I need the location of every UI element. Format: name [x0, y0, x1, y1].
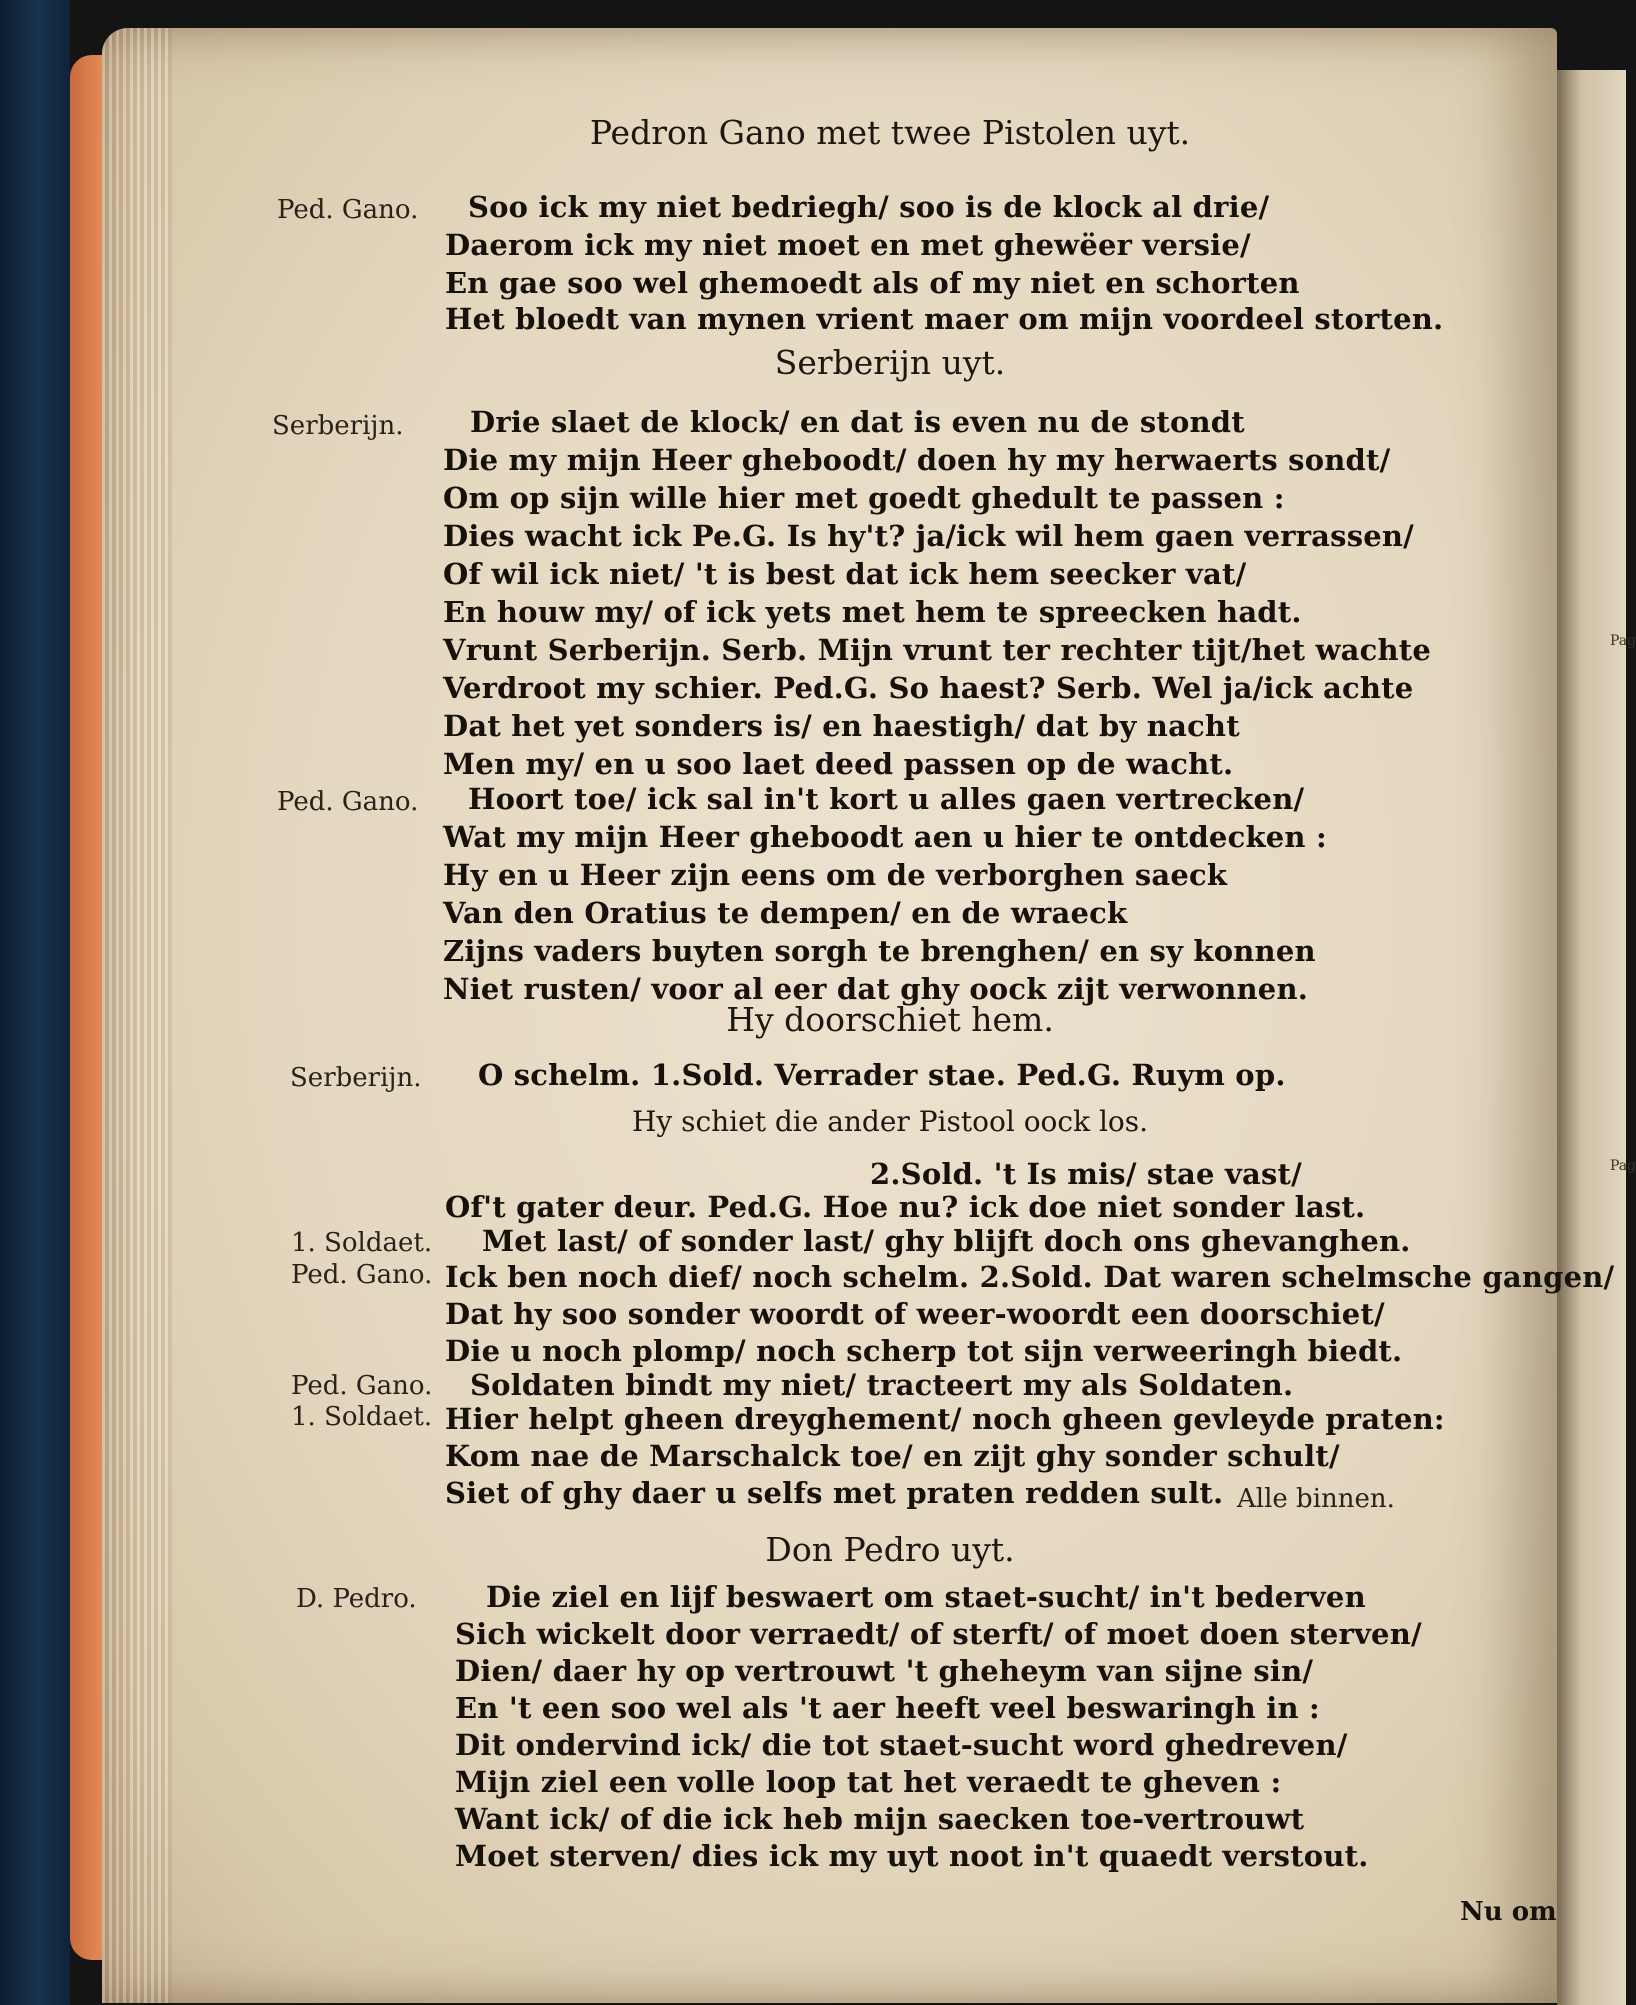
- speaker-label: Ped. Gano.: [277, 787, 419, 817]
- scene-heading: Serberijn uyt.: [774, 343, 1006, 382]
- verse-line: Mijn ziel een volle loop tat het veraedt te gheven :: [455, 1765, 1282, 1799]
- verse-line: Soldaten bindt my niet/ tracteert my als Soldaten.: [470, 1368, 1294, 1402]
- book-cover-spine: [0, 0, 70, 2005]
- speaker-label: Serberijn.: [290, 1063, 422, 1093]
- speaker-label: Ped. Gano.: [291, 1371, 433, 1401]
- speaker-label: Ped. Gano.: [277, 195, 419, 225]
- verse-line: En gae soo wel ghemoedt als of my niet en schorten: [445, 266, 1300, 300]
- verse-line: Dat hy soo sonder woordt of weer-woordt een doorschiet/: [445, 1297, 1385, 1331]
- verse-line: Dies wacht ick Pe.G. Is hy't? ja/ick wil hem gaen verrassen/: [443, 519, 1414, 553]
- verse-line: Verdroot my schier. Ped.G. So haest? Serb. Wel ja/ick achte: [443, 671, 1414, 705]
- verse-line: Zijns vaders buyten sorgh te brenghen/ en sy konnen: [443, 934, 1316, 968]
- verse-line: Het bloedt van mynen vrient maer om mijn voordeel storten.: [445, 302, 1444, 336]
- speaker-label: Serberijn.: [272, 411, 404, 441]
- speaker-label: Ped. Gano.: [291, 1260, 433, 1290]
- verse-line: Dit ondervind ick/ die tot staet-sucht word ghedreven/: [455, 1728, 1348, 1762]
- verse-line: En 't een soo wel als 't aer heeft veel beswaringh in :: [455, 1691, 1320, 1725]
- verse-line: Vrunt Serberijn. Serb. Mijn vrunt ter rechter tijt/het wachte: [443, 633, 1432, 667]
- stage-direction: Hy schiet die ander Pistool oock los.: [631, 1105, 1149, 1138]
- stage-direction-exit: Alle binnen.: [1237, 1484, 1395, 1514]
- verse-line: Moet sterven/ dies ick my uyt noot in't quaedt verstout.: [455, 1839, 1369, 1873]
- verse-line: Die u noch plomp/ noch scherp tot sijn verweeringh biedt.: [445, 1334, 1403, 1368]
- scene-heading: Pedron Gano met twee Pistolen uyt.: [589, 113, 1191, 152]
- verse-line: O schelm. 1.Sold. Verrader stae. Ped.G. Ruym op.: [478, 1058, 1286, 1092]
- verse-line: Soo ick my niet bedriegh/ soo is de klock al drie/: [468, 190, 1270, 224]
- verse-line: Hier helpt gheen dreyghement/ noch gheen gevleyde praten:: [445, 1402, 1445, 1436]
- verse-line: Ick ben noch dief/ noch schelm. 2.Sold. Dat waren schelmsche gangen/: [445, 1260, 1615, 1294]
- catchword: Nu om: [1460, 1897, 1557, 1927]
- verse-line: Of't gater deur. Ped.G. Hoe nu? ick doe niet sonder last.: [445, 1190, 1366, 1224]
- verse-line: Daerom ick my niet moet en met ghewëer versie/: [445, 228, 1251, 262]
- stage-direction: Hy doorschiet hem.: [726, 1000, 1054, 1039]
- verse-line: Men my/ en u soo laet deed passen op de wacht.: [443, 747, 1234, 781]
- verse-line: Sich wickelt door verraedt/ of sterft/ of moet doen sterven/: [455, 1617, 1422, 1651]
- verse-line: Dien/ daer hy op vertrouwt 't gheheym van sijne sin/: [455, 1654, 1314, 1688]
- speaker-label: 1. Soldaet.: [291, 1228, 433, 1258]
- verse-line: Om op sijn wille hier met goedt ghedult te passen :: [443, 481, 1285, 515]
- verse-line: Hy en u Heer zijn eens om de verborghen saeck: [443, 858, 1228, 892]
- verse-line: Siet of ghy daer u selfs met praten redden sult.: [445, 1476, 1224, 1510]
- verse-line: Kom nae de Marschalck toe/ en zijt ghy sonder schult/: [445, 1439, 1340, 1473]
- verse-line: Dat het yet sonders is/ en haestigh/ dat by nacht: [443, 709, 1240, 743]
- verse-line: 2.Sold. 't Is mis/ stae vast/: [870, 1157, 1302, 1191]
- verse-line: Met last/ of sonder last/ ghy blijft doch ons ghevanghen.: [482, 1224, 1411, 1258]
- verse-line: Want ick/ of die ick heb mijn saecken toe-vertrouwt: [455, 1802, 1305, 1836]
- speaker-label: 1. Soldaet.: [291, 1402, 433, 1432]
- facing-page: [1557, 70, 1626, 2005]
- verse-line: Wat my mijn Heer gheboodt aen u hier te ontdecken :: [443, 820, 1327, 854]
- facing-page-label: Pag: [1610, 1158, 1636, 1174]
- verse-line: Van den Oratius te dempen/ en de wraeck: [443, 896, 1128, 930]
- speaker-label: D. Pedro.: [296, 1584, 417, 1614]
- scene-heading: Don Pedro uyt.: [765, 1530, 1015, 1569]
- verse-line: En houw my/ of ick yets met hem te spreecken hadt.: [443, 595, 1302, 629]
- verse-line: Hoort toe/ ick sal in't kort u alles gaen vertrecken/: [468, 782, 1305, 816]
- verse-line: Niet rusten/ voor al eer dat ghy oock zijt verwonnen.: [443, 972, 1309, 1006]
- verse-line: Of wil ick niet/ 't is best dat ick hem seecker vat/: [443, 557, 1247, 591]
- verse-line: Die ziel en lijf beswaert om staet-sucht/ in't bederven: [486, 1580, 1366, 1614]
- facing-page-label: Pag: [1610, 633, 1636, 649]
- verse-line: Die my mijn Heer gheboodt/ doen hy my herwaerts sondt/: [443, 443, 1391, 477]
- verse-line: Drie slaet de klock/ en dat is even nu de stondt: [470, 405, 1245, 439]
